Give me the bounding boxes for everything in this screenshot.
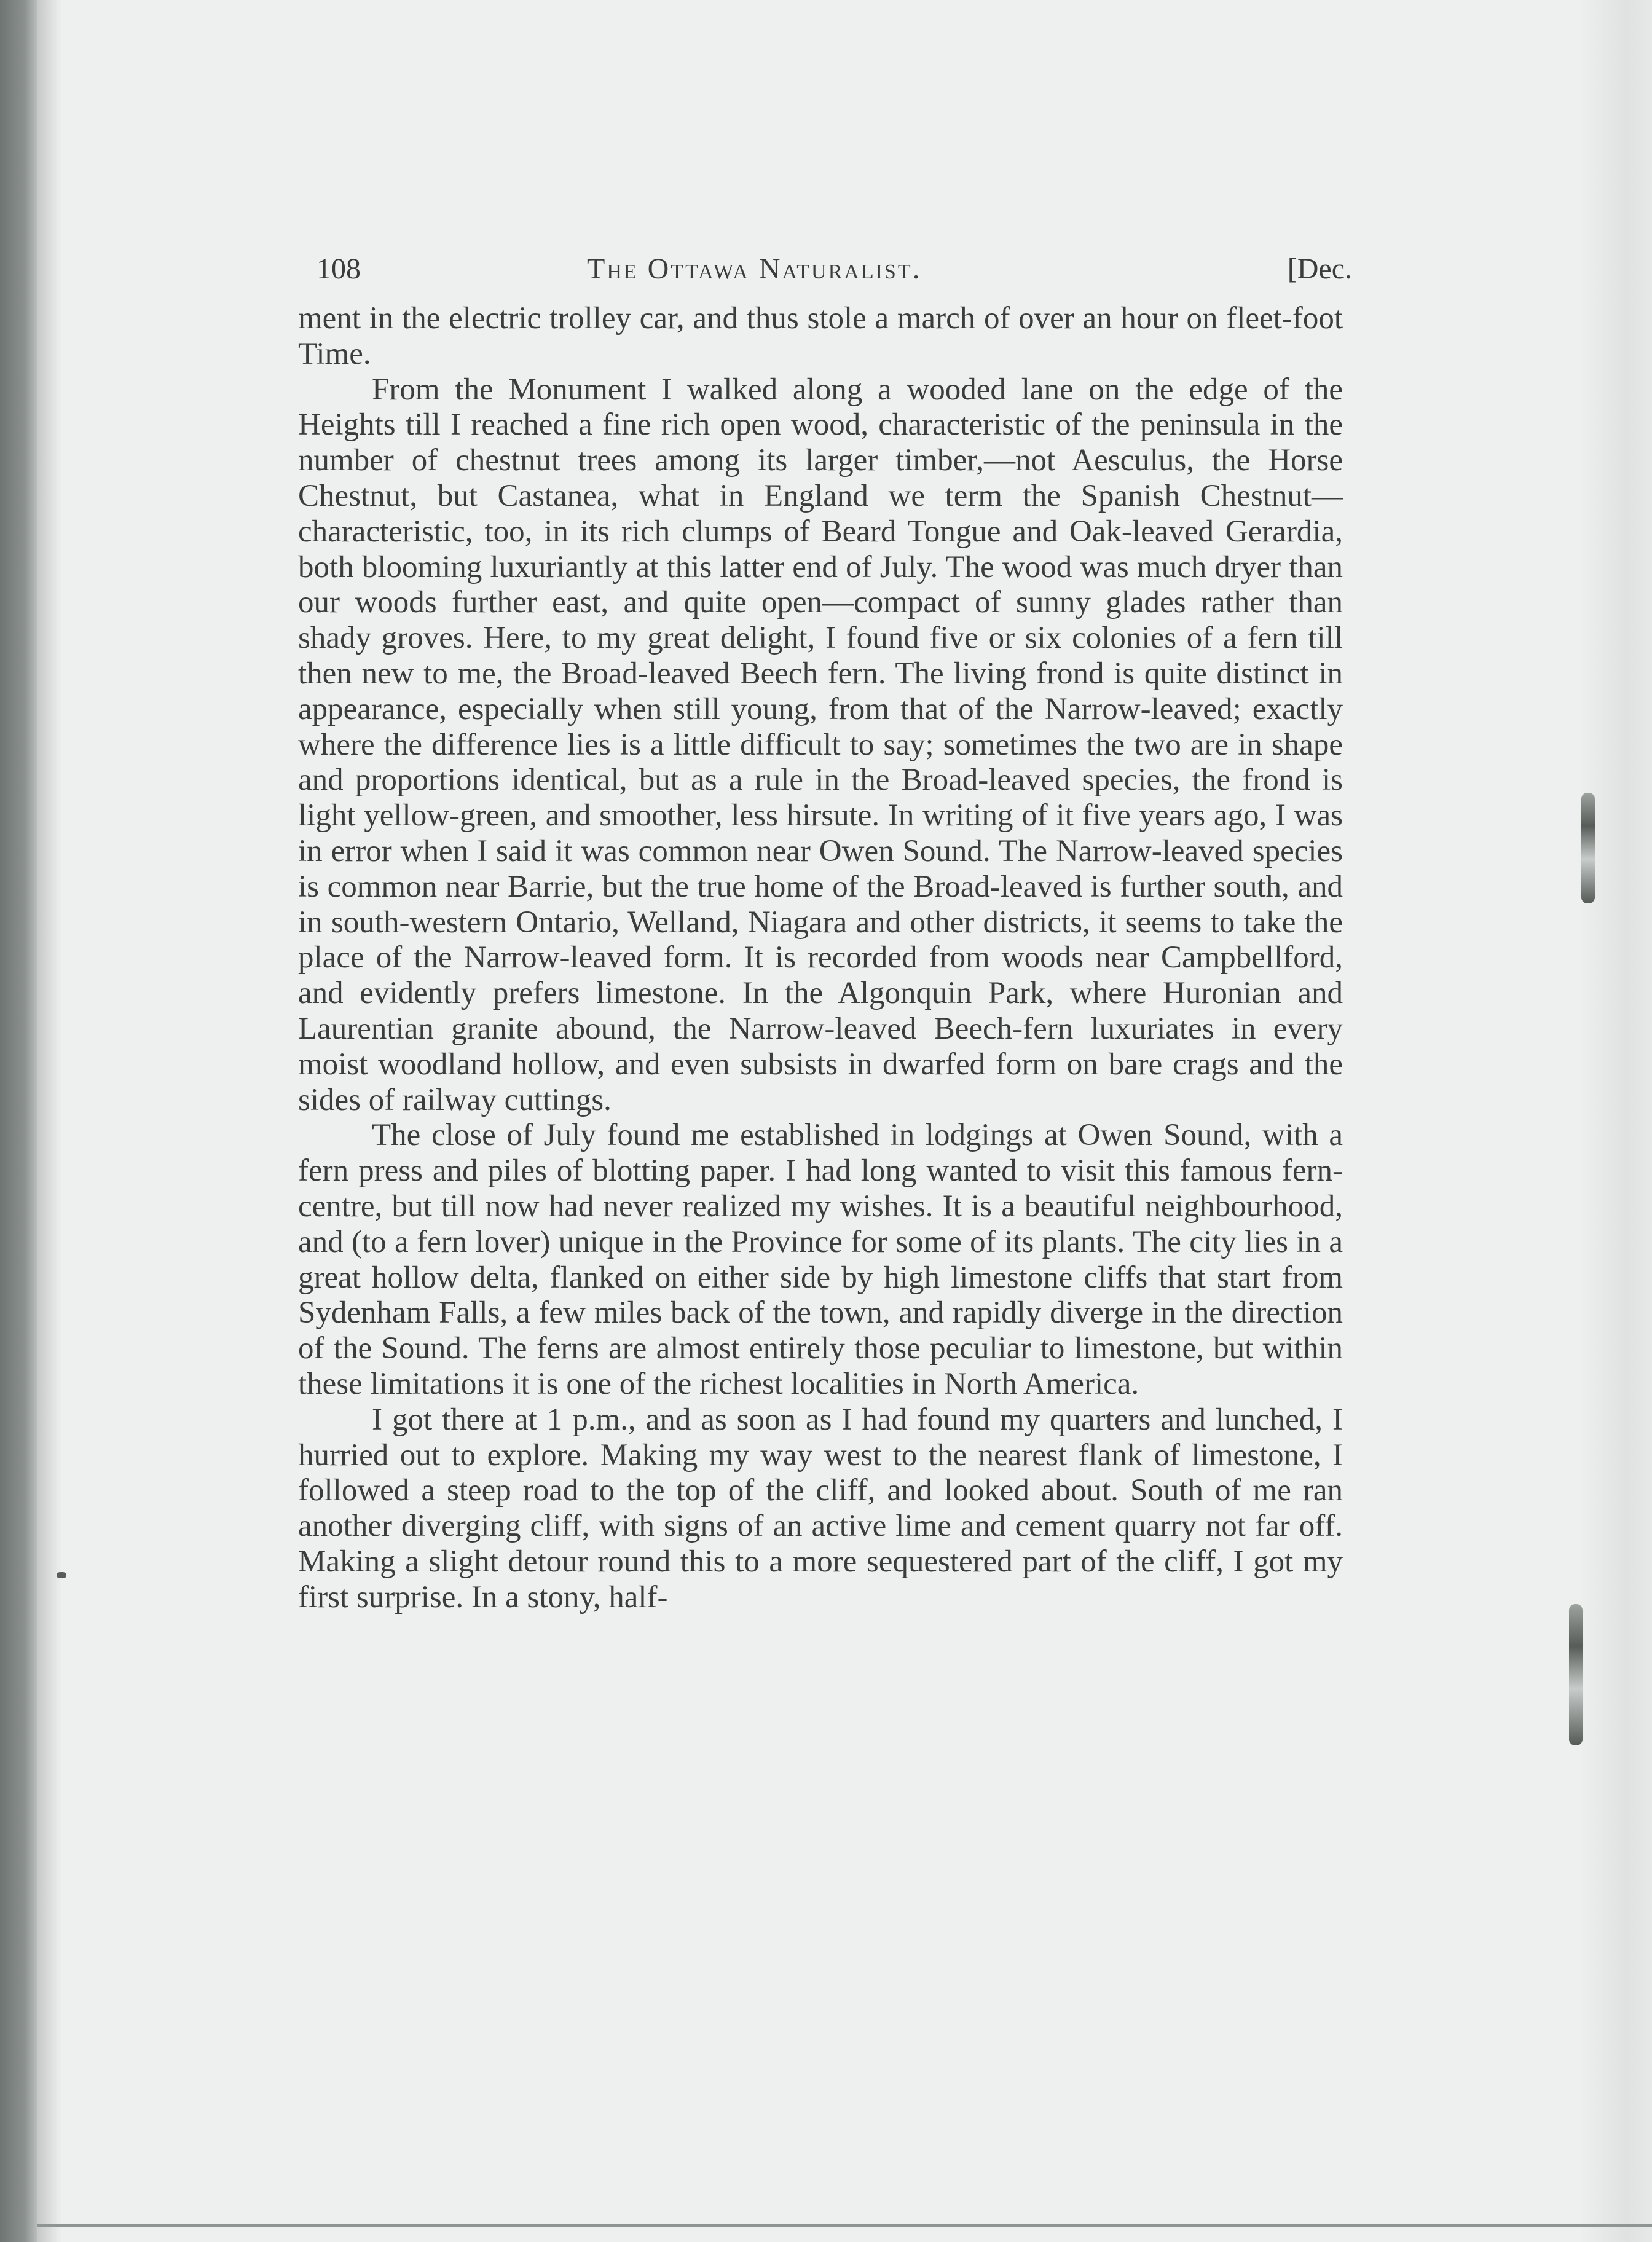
- page-fold-shadow: [1578, 0, 1652, 2242]
- article-body: [298, 301, 1343, 1615]
- running-header: [298, 246, 1352, 301]
- page-bottom-edge: [37, 2224, 1652, 2227]
- paragraph: From the Monument I walked along a wooded lane on the edge of the Heights till I reached a fine rich open wood, characteristic of the peninsula in the number of chestnut trees among its larger timber,—not Aesculus, the Horse Chestnut, but Castanea, what in England we term the Spanish Chestnut—characteristic, too, in its rich clumps of Beard Tongue and Oak-leaved Gerardia, both blooming luxuriantly at this latter end of July. The wood was much dryer than our woods further east, and quite open—compact of sunny glades rather than shady groves. Here, to my great delight, I found five or six colonies of a fern till then new to me, the Broad-leaved Beech fern. The living frond is quite distinct in appearance, especially when still young, from that of the Narrow-leaved; exactly where the difference lies is a little difficult to say; sometimes the two are in shape and proportions identical, but as a rule in the Broad-leaved species, the frond is light yellow-green, and smoother, less hirsute. In writing of it five years ago, I was in error when I said it was common near Owen Sound. The Narrow-leaved species is common near Barrie, but the true home of the Broad-leaved is further south, and in south-western Ontario, Welland, Niagara and other districts, it seems to take the place of the Narrow-leaved form. It is recorded from woods near Campbellford, and evidently prefers limestone. In the Algonquin Park, where Huronian and Laurentian granite abound, the Narrow-leaved Beech-fern luxuriates in every moist woodland hollow, and even subsists in dwarfed form on bare crags and the sides of railway cuttings.: [298, 372, 1343, 1117]
- ink-smudge: [57, 1572, 66, 1578]
- journal-title: The Ottawa Naturalist.: [587, 253, 922, 285]
- binding-clip-mark: [1569, 1604, 1583, 1745]
- binding-clip-mark: [1581, 793, 1595, 903]
- paragraph: The close of July found me established in lodgings at Owen Sound, with a fern press and piles of blotting paper. I had long wanted to visit this famous fern-centre, but till now had never realized my wishes. It is a beautiful neighbourhood, and (to a fern lover) unique in the Province for some of its plants. The city lies in a great hollow delta, flanked on either side by high limestone cliffs that start from Sydenham Falls, a few miles back of the town, and rapidly diverge in the direction of the Sound. The ferns are almost entirely those peculiar to limestone, but within these limitations it is one of the richest localities in North America.: [298, 1118, 1343, 1401]
- paragraph: ment in the electric trolley car, and thus stole a march of over an hour on fleet-foot Time.: [298, 301, 1343, 371]
- binding-shadow: [37, 0, 61, 2242]
- paragraph: I got there at 1 p.m., and as soon as I had found my quarters and lunched, I hurried out to explore. Making my way west to the nearest flank of limestone, I followed a steep road to the top of the cliff, and looked about. South of me ran another diverging cliff, with signs of an active lime and cement quarry not far off. Making a slight detour round this to a more sequestered part of the cliff, I got my first surprise. In a stony, half-: [298, 1402, 1343, 1615]
- binding-edge: [0, 0, 37, 2242]
- issue-month: [Dec.: [1287, 253, 1352, 285]
- page-number: 108: [317, 253, 361, 285]
- document-page: [298, 246, 1352, 1615]
